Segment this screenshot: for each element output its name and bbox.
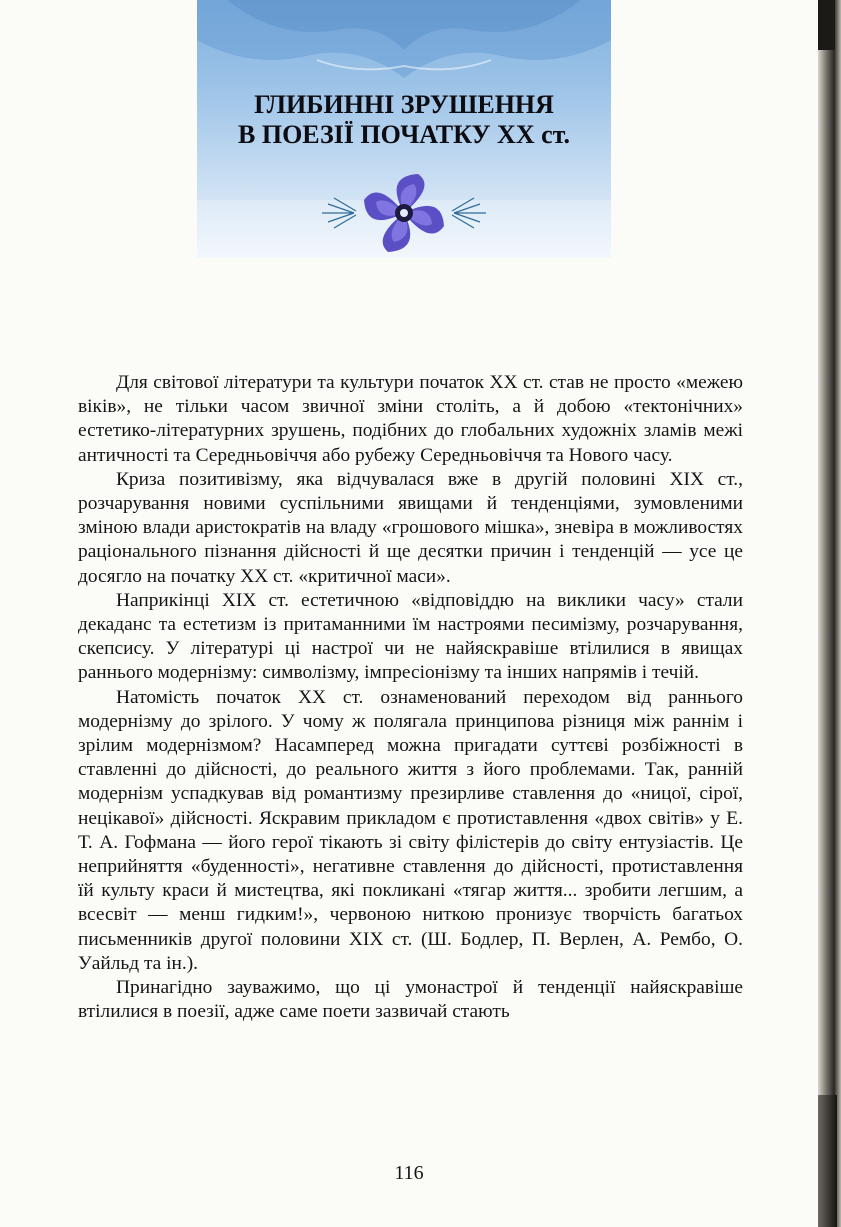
page-number: 116 — [394, 1162, 424, 1184]
article-body — [78, 371, 743, 1024]
chapter-title — [197, 90, 611, 150]
chapter-banner — [197, 0, 611, 258]
chapter-title-line-1: ГЛИБИННІ ЗРУШЕННЯ — [254, 90, 554, 119]
paragraph-3: Наприкінці XIX ст. естетичною «відповіддю на виклики часу» стали декаданс та естетизм із притаманними їм настроями песимізму, розчарування, скепсису. У літературі ці настрої чи не найяскравіше втілилися в явищах раннього модернізму: символізму, імпресіонізму та інших напрямів і течій. — [78, 589, 743, 684]
spine-shadow-bottom — [818, 1095, 837, 1227]
paragraph-4: Натомість початок ХХ ст. ознаменований переходом від раннього модернізму до зрілого. У чому ж полягала принципова різниця між раннім і зрілим модернізмом? Насамперед можна пригадати суттєві розбіжності в ставленні до дійсності, до реального життя з його проблемами. Так, ранній модернізм успадкував від романтизму презирливе ставлення до «ницої, сірої, нецікавої» дійсності. Яскравим прикладом є протиставлення «двох світів» у Е. Т. А. Гофмана — його герої тікають зі світу філістерів до світу ентузіастів. Це неприйняття «буденності», негативне ставлення до дійсності, протиставлення їй культу краси й мистецтва, які покликані «тягар життя... зробити легшим, а всесвіт — менш гидким!», червоною ниткою пронизує творчість багатьох письменників другої половини XIX ст. (Ш. Бодлер, П. Верлен, А. Рембо, О. Уайльд та ін.). — [78, 686, 743, 974]
chapter-title-line-2: В ПОЕЗІЇ ПОЧАТКУ ХХ ст. — [238, 120, 570, 149]
paragraph-5: Принагідно зауважимо, що ці умонастрої й тенденції найяскравіше втілилися в поезії, адже саме поети зазвичай стають — [78, 977, 743, 1023]
floral-ornament-icon — [314, 168, 494, 258]
spine-shadow-top — [818, 0, 835, 50]
book-spine-edge — [818, 0, 841, 1227]
paragraph-2: Криза позитивізму, яка відчувалася вже в другій половині XIX ст., розчарування новими суспільними явищами й тенденціями, зумовленими зміною влади аристократів на владу «грошового мішка», зневіра в можливостях раціонального пізнання дійсності й ще десятки причин і тенденцій — усе це досягло на початку ХХ ст. «критичної маси». — [78, 468, 743, 587]
paragraph-1: Для світової літератури та культури початок ХХ ст. став не просто «межею віків», не тільки часом звичної зміни століть, а й добою «тектонічних» естетико-літературних зрушень, подібних до глобальних художніх зламів межі античності та Середньовіччя або рубежу Середньовіччя та Нового часу. — [78, 372, 743, 466]
